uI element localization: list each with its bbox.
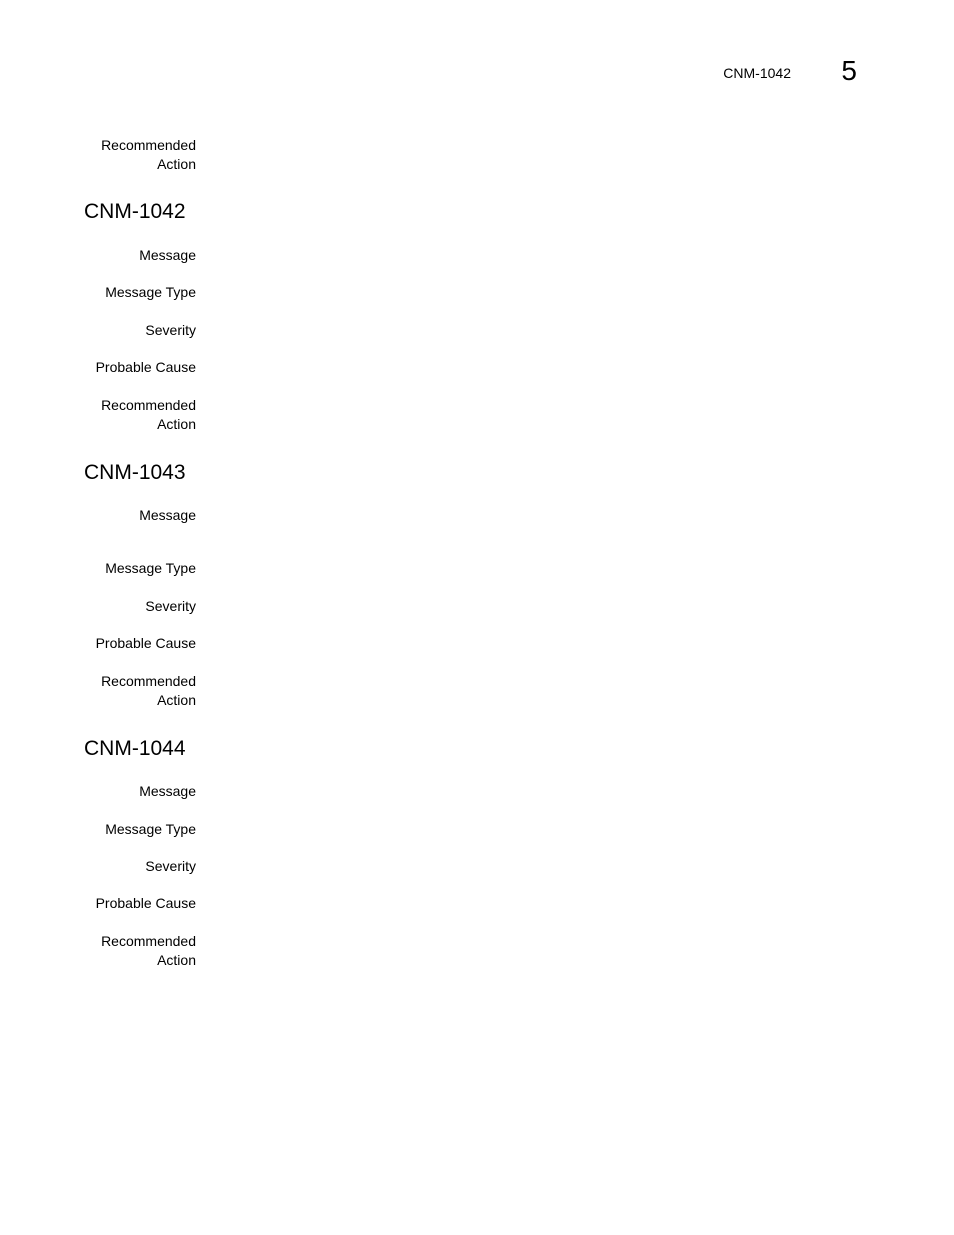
severity-label: Severity: [145, 598, 196, 614]
entry-heading-cnm-1043: CNM-1043: [84, 461, 186, 484]
message-type-label: Message Type: [105, 560, 196, 576]
message-label: Message: [139, 247, 196, 263]
message-type-label: Message Type: [105, 821, 196, 837]
recommended-action-label: Recommended Action: [101, 933, 196, 968]
message-label: Message: [139, 507, 196, 523]
message-label: Message: [139, 783, 196, 799]
recommended-action-label: Recommended Action: [101, 397, 196, 432]
severity-label: Severity: [145, 322, 196, 338]
running-header-title: CNM-1042: [723, 65, 791, 81]
probable-cause-label: Probable Cause: [95, 895, 196, 911]
probable-cause-label: Probable Cause: [95, 359, 196, 375]
severity-label: Severity: [145, 858, 196, 874]
message-type-label: Message Type: [105, 284, 196, 300]
intro-recommended-action-label: Recommended Action: [101, 137, 196, 172]
entry-heading-cnm-1042: CNM-1042: [84, 200, 186, 223]
probable-cause-label: Probable Cause: [95, 635, 196, 651]
recommended-action-label: Recommended Action: [101, 673, 196, 708]
chapter-number: 5: [841, 55, 857, 86]
entry-heading-cnm-1044: CNM-1044: [84, 737, 186, 760]
